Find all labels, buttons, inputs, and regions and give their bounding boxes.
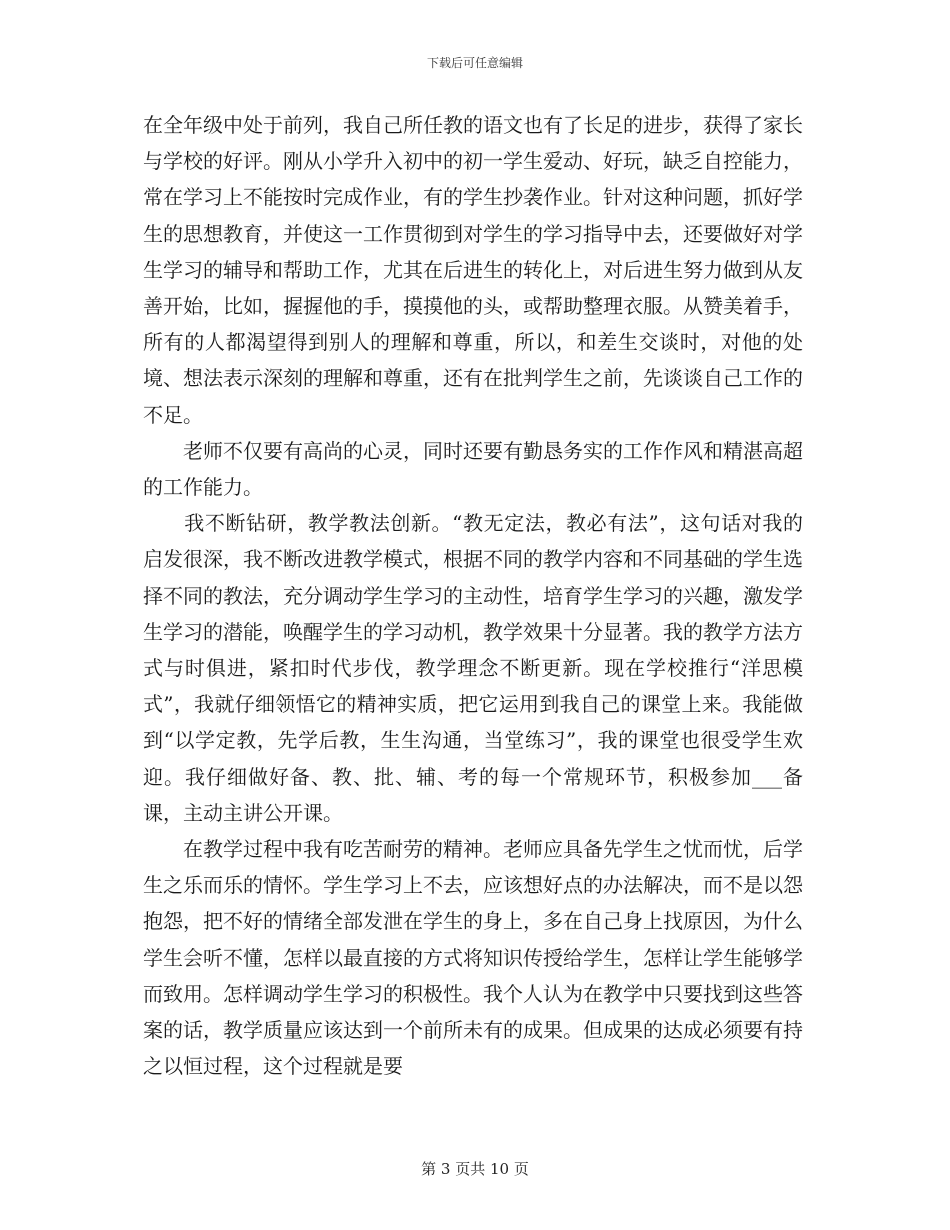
paragraph-1: 在全年级中处于前列，我自己所任教的语文也有了长足的进步，获得了家长与学校的好评。刚从小学升入初中的初一学生爱动、好玩，缺乏自控能力，常在学习上不能按时完成作业，有的学生抄袭作业。针对这种问题，抓好学生的思想教育，并使这一工作贯彻到对学生的学习指导中去，还要做好对学生学习的辅导和帮助工作，尤其在后进生的转化上，对后进生努力做到从友善开始，比如，握握他的手，摸摸他的头，或帮助整理衣服。从赞美着手，所有的人都渴望得到别人的理解和尊重，所以，和差生交谈时，对他的处境、想法表示深刻的理解和尊重，还有在批判学生之前，先谈谈自己工作的不足。 bbox=[143, 113, 803, 427]
document-body bbox=[143, 107, 803, 1084]
page-footer: 第 3 页共 10 页 bbox=[421, 1160, 529, 1178]
paragraph-4: 在教学过程中我有吃苦耐劳的精神。老师应具备先学生之忧而忧，后学生之乐而乐的情怀。学生学习上不去，应该想好点的办法解决，而不是以怨抱怨，把不好的情绪全部发泄在学生的身上，多在自己身上找原因，为什么学生会听不懂，怎样以最直接的方式将知识传授给学生，怎样让学生能够学而致用。怎样调动学生学习的积极性。我个人认为在教学中只要找到这些答案的话，教学质量应该达到一个前所未有的成果。但成果的达成必须要有持之以恒过程，这个过程就是要 bbox=[143, 837, 803, 1079]
paragraph-3: 我不断钻研，教学教法创新。“教无定法，教必有法”，这句话对我的启发很深，我不断改进教学模式，根据不同的教学内容和不同基础的学生选择不同的教法，充分调动学生学习的主动性，培育学生学习的兴趣，激发学生学习的潜能，唤醒学生的学习动机，教学效果十分显著。我的教学方法方式与时俱进，紧扣时代步伐，教学理念不断更新。现在学校推行“洋思模式”，我就仔细领悟它的精神实质，把它运用到我自己的课堂上来。我能做到“以学定教，先学后教，生生沟通，当堂练习”，我的课堂也很受学生欢迎。我仔细做好备、教、批、辅、考的每一个常规环节，积极参加___备课，主动主讲公开课。 bbox=[143, 511, 803, 825]
page-header: 下载后可任意编辑 bbox=[426, 56, 523, 70]
paragraph-2: 老师不仅要有高尚的心灵，同时还要有勤恳务实的工作作风和精湛高超的工作能力。 bbox=[143, 438, 803, 500]
